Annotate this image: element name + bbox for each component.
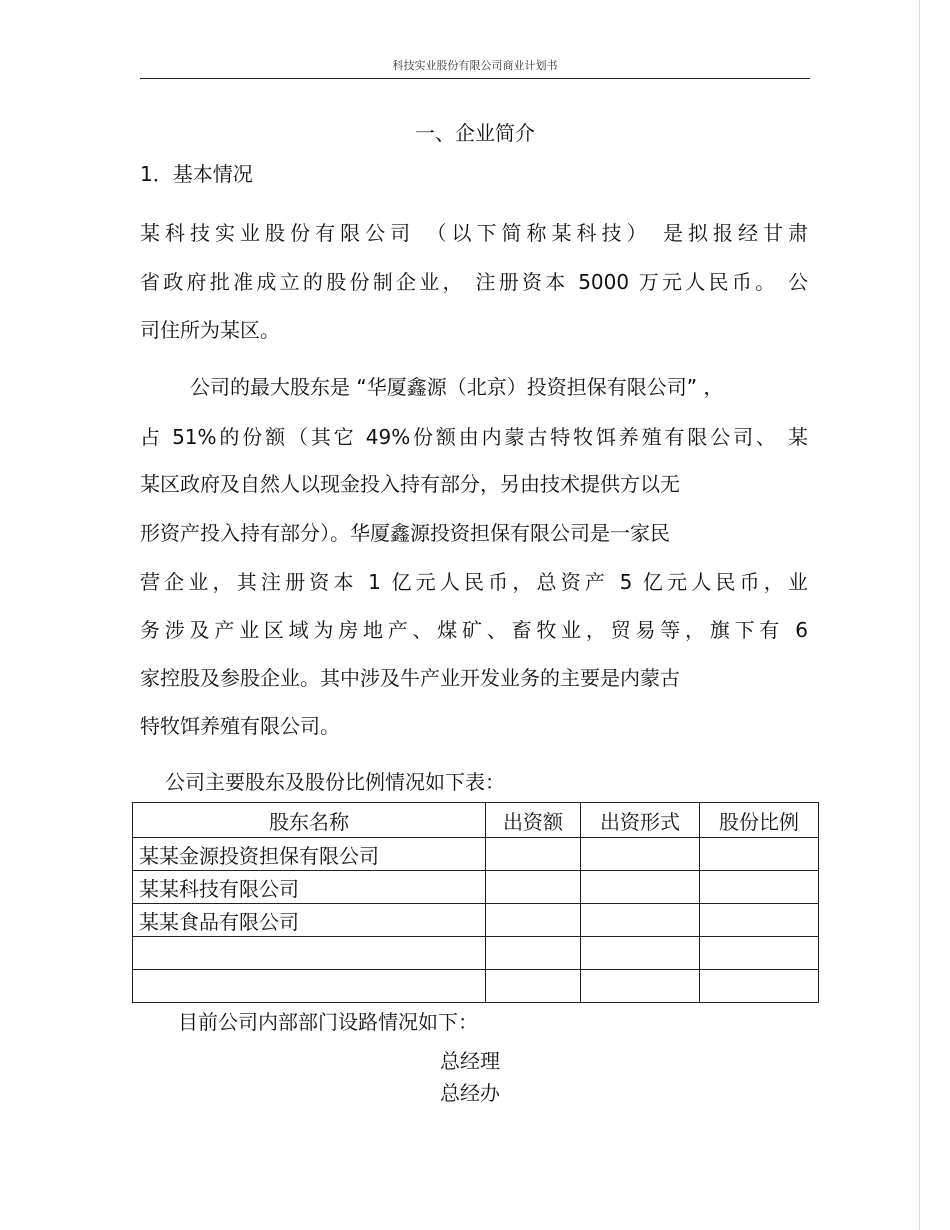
table-row [133, 904, 819, 937]
table-header-row [133, 803, 819, 838]
table-cell [486, 937, 581, 970]
table-cell [700, 838, 819, 871]
table-cell [700, 937, 819, 970]
table-cell [486, 871, 581, 904]
shareholder-table [132, 802, 819, 1003]
paragraph2-line: 公司的最大股东是 “华厦鑫源（北京）投资担保有限公司” ， [190, 375, 724, 399]
table-cell: 某某金源投资担保有限公司 [133, 838, 486, 871]
column-header-amount: 出资额 [486, 803, 581, 838]
table-cell: 某某食品有限公司 [133, 904, 486, 937]
paragraph2-line: 务涉及产业区域为房地产、煤矿、畜牧业，贸易等，旗下有 6 [140, 618, 808, 642]
table-cell [700, 871, 819, 904]
org-general-manager: 总经理 [440, 1049, 500, 1073]
table-cell [700, 970, 819, 1003]
table-cell [581, 937, 700, 970]
table-row [133, 970, 819, 1003]
table-cell [581, 838, 700, 871]
paragraph2-line: 某区政府及自然人以现金投入持有部分，另由技术提供方以无 [140, 472, 680, 496]
table-row [133, 838, 819, 871]
paragraph2-line: 占 51%的份额（其它 49%份额由内蒙古特牧饵养殖有限公司、 某 [140, 425, 808, 449]
table-cell [133, 970, 486, 1003]
header-rule [140, 78, 810, 79]
paragraph2-line: 特牧饵养殖有限公司。 [140, 714, 340, 738]
table-cell [486, 970, 581, 1003]
paragraph1-line: 某科技实业股份有限公司 （以下简称某科技） 是拟报经甘肃 [140, 221, 808, 245]
table-row [133, 871, 819, 904]
paragraph1-line: 司住所为某区。 [140, 318, 280, 342]
table-cell [700, 904, 819, 937]
paragraph2-line: 家控股及参股企业。其中涉及牛产业开发业务的主要是内蒙古 [140, 666, 680, 690]
running-header: 科技实业股份有限公司商业计划书 [392, 59, 558, 72]
table-cell [486, 838, 581, 871]
paragraph2-line: 形资产投入持有部分）。华厦鑫源投资担保有限公司是一家民 [140, 521, 670, 545]
org-general-office: 总经办 [440, 1081, 500, 1105]
table-cell [486, 904, 581, 937]
table-cell [581, 871, 700, 904]
page-edge-line [919, 0, 920, 1230]
section-title: 一、企业简介 [415, 121, 535, 145]
table-cell [581, 970, 700, 1003]
table-intro: 公司主要股东及股份比例情况如下表： [165, 770, 505, 794]
column-header-ratio: 股份比例 [700, 803, 819, 838]
column-header-form: 出资形式 [581, 803, 700, 838]
paragraph1-line: 省政府批准成立的股份制企业， 注册资本 5000 万元人民币。 公 [140, 270, 808, 294]
table-row [133, 937, 819, 970]
table-cell: 某某科技有限公司 [133, 871, 486, 904]
table-cell [133, 937, 486, 970]
subsection-title: 1．基本情况 [140, 162, 253, 186]
dept-intro: 目前公司内部部门设路情况如下： [178, 1010, 478, 1034]
column-header-name: 股东名称 [133, 803, 486, 838]
paragraph2-line: 营企业，其注册资本 1 亿元人民币，总资产 5 亿元人民币，业 [140, 570, 808, 594]
table-cell [581, 904, 700, 937]
